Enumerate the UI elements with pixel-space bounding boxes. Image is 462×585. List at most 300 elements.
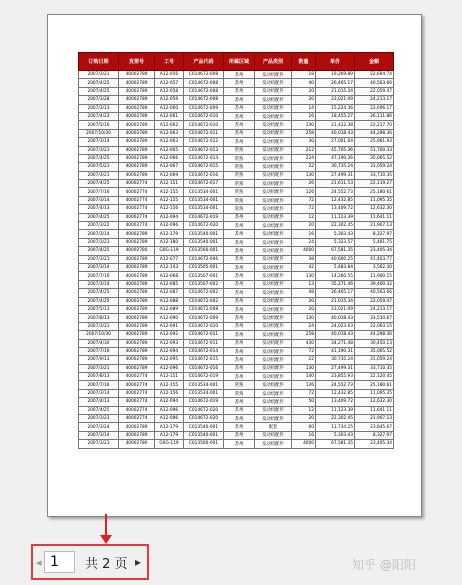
table-cell: C014672-009 [184,104,224,112]
next-page-button[interactable]: ▸ [135,555,142,569]
table-cell: 11,123.39 [316,213,355,221]
table-cell: 40002774 [119,213,155,221]
table-cell: 12,632.30 [355,398,394,406]
table-cell: 苏州 [224,297,255,305]
table-cell: 2007/10/30 [79,331,119,339]
table-cell: 14,260.55 [316,272,355,280]
table-cell: 26 [292,180,316,188]
table-cell: A12-095 [155,356,184,364]
table-cell: 8,327.97 [355,230,394,238]
table-cell: C013540-001 [184,423,224,431]
table-cell: 2007/10/30 [79,129,119,137]
table-cell: 苏州 [224,263,255,271]
table-cell: 40002774 [119,205,155,213]
table-cell: 苏州 [224,431,255,439]
table-cell: 发动机配件 [255,79,292,87]
table-cell: 发动机配件 [255,356,292,364]
table-cell: 发动机配件 [255,406,292,414]
table-cell: C014672-020 [184,222,224,230]
table-cell: C013534-001 [184,389,224,397]
table-row [79,255,394,263]
table-cell: 发动机配件 [255,112,292,120]
table-body [79,71,394,449]
table-cell: A12-094 [155,347,184,355]
table-cell: 2007/4/23 [79,112,119,120]
table-cell: 苏州 [224,423,255,431]
table-cell: 21,611.53 [316,180,355,188]
table-cell: 苏州 [224,71,255,79]
table-cell: C014672-014 [184,154,224,162]
table-cell: C014672-015 [184,163,224,171]
table-cell: 2007/7/16 [79,188,119,196]
table-cell: 4000 [292,440,316,448]
table-cell: 11,095.35 [355,389,394,397]
table-cell: 发动机配件 [255,389,292,397]
table-cell: 2007/4/13 [79,205,119,213]
table-cell: 20 [292,96,316,104]
table-cell: A12-066 [155,154,184,162]
table-row [79,381,394,389]
table-cell: 24,552.73 [316,188,355,196]
table-row [79,314,394,322]
table-cell: 22,059.47 [355,87,394,95]
table-cell: 40002789 [119,364,155,372]
table-cell: 2007/3/14 [79,263,119,271]
table-row [79,71,394,79]
table-cell: 16 [292,112,316,120]
table-cell: 40002789 [119,356,155,364]
table-cell: 27,499.31 [316,171,355,179]
table-row [79,171,394,179]
table-cell: A12-062 [155,121,184,129]
table-cell: C014672-008 [184,305,224,313]
table-cell: 22,059.47 [355,297,394,305]
table-cell: 40002789 [119,431,155,439]
table-cell: 72 [292,389,316,397]
table-cell: 5,323.57 [316,238,355,246]
table-cell: 20 [292,305,316,313]
table-cell: 常熟 [224,389,255,397]
table-cell: 发动机配件 [255,121,292,129]
table-cell: 苏州 [224,322,255,330]
table-cell: A12-057 [155,79,184,87]
table-cell: G0G-119 [155,247,184,255]
table-cell: 40,018.43 [316,331,355,339]
table-cell: 67,581.35 [316,247,355,255]
table-cell: 40002774 [119,196,155,204]
table-cell: 26,465.17 [316,79,355,87]
table-cell: 2007/4/13 [79,398,119,406]
table-row [79,96,394,104]
column-header: 订购日期 [79,53,119,71]
table-cell: 发动机配件 [255,305,292,313]
table-cell: 40002789 [119,96,155,104]
table-cell: 3,562.30 [355,263,394,271]
page-number-input[interactable] [44,551,75,573]
table-cell: C014672-013 [184,146,224,154]
table-cell: 40002789 [119,314,155,322]
table-cell: 130 [292,364,316,372]
table-row [79,305,394,313]
table-cell: 2007/4/25 [79,289,119,297]
table-cell: A12-056 [155,71,184,79]
table-cell: 苏州 [224,96,255,104]
table-cell: 发动机配件 [255,289,292,297]
table-cell: C014672-014 [184,347,224,355]
table-cell: 发动机配件 [255,222,292,230]
table-cell: 23,405.34 [355,440,394,448]
table-cell: 5,303.43 [316,230,355,238]
table-cell: A12-096 [155,406,184,414]
table-cell: 发动机配件 [255,339,292,347]
table-row [79,331,394,339]
table-cell: G0G-119 [155,440,184,448]
table-cell: 苏州 [224,289,255,297]
table-cell: 发动机配件 [255,247,292,255]
table-cell: 40002789 [119,255,155,263]
table-cell: 2007/3/14 [79,138,119,146]
previous-page-button[interactable]: ◂ [36,556,42,569]
table-cell: 42 [292,263,316,271]
table-cell: 2007/3/22 [79,222,119,230]
table-row [79,163,394,171]
table-cell: 2007/4/25 [79,406,119,414]
table-cell: 40002789 [119,272,155,280]
table-cell: 40002789 [119,280,155,288]
table-cell: A12-068 [155,272,184,280]
table-row [79,247,394,255]
table-row [79,389,394,397]
table-cell: 40002789 [119,79,155,87]
table-cell: 18,455.27 [316,112,355,120]
table-cell: 8,327.97 [355,431,394,439]
table-cell: 苏州 [224,104,255,112]
table-cell: 40002789 [119,289,155,297]
table-cell: C014672-008 [184,87,224,95]
table-row [79,196,394,204]
table-cell: 2007/7/16 [79,347,119,355]
table-cell: 苏州 [224,129,255,137]
table-cell: 2007/3/24 [79,423,119,431]
table-row [79,272,394,280]
print-preview-page [47,14,422,517]
table-row [79,297,394,305]
table-cell: 21,907.13 [355,415,394,423]
table-cell: C013534-001 [184,381,224,389]
table-cell: A12-179 [155,423,184,431]
table-cell: C014672-008 [184,79,224,87]
total-pages-label: 共 2 页 [85,557,128,572]
table-cell: 2007/3/14 [79,389,119,397]
table-cell: C014672-012 [184,138,224,146]
table-row [79,79,394,87]
table-cell: 24,213.17 [355,305,394,313]
table-cell: 40 [292,79,316,87]
table-cell: 23,405.34 [355,247,394,255]
table-cell: 22,120.45 [355,373,394,381]
table-cell: 27,499.31 [316,364,355,372]
table-cell: 苏州 [224,373,255,381]
table-cell: 2007/3/21 [79,146,119,154]
table-cell: 2007/4/25 [79,154,119,162]
table-cell: 25,180.61 [355,188,394,196]
table-cell: 212 [292,146,316,154]
table-cell: 11,900.15 [355,272,394,280]
table-cell: 30,735.24 [316,356,355,364]
table-cell: 40002774 [119,398,155,406]
table-cell: 39,460.32 [355,280,394,288]
table-cell: 22 [292,163,316,171]
table-row [79,289,394,297]
table-cell: 常熟 [224,381,255,389]
table-cell: 发动机配件 [255,146,292,154]
table-cell: 34,271.48 [316,339,355,347]
table-cell: 40002774 [119,373,155,381]
table-cell: 26,111.86 [355,112,394,120]
table-cell: 发动机配件 [255,87,292,95]
table-cell: 苏州 [224,238,255,246]
table-cell: 2007/4/25 [79,247,119,255]
table-cell: 苏州 [224,247,255,255]
table-cell: 12,432.85 [316,389,355,397]
table-cell: C014672-010 [184,322,224,330]
table-cell: 40002789 [119,154,155,162]
table-cell: 67,581.35 [316,440,355,448]
table-cell: 258 [292,331,316,339]
table-cell: 发动机配件 [255,314,292,322]
table-cell: 苏州 [224,222,255,230]
table-cell: 发动机配件 [255,138,292,146]
table-cell: 130 [292,121,316,129]
table-cell: 40002789 [119,305,155,313]
table-cell: A12-179 [155,230,184,238]
table-cell: 11,095.35 [355,196,394,204]
table-cell: 16 [292,431,316,439]
table-cell: 2007/9/13 [79,356,119,364]
table-cell: A12-069 [155,171,184,179]
table-cell: 40,018.43 [316,129,355,137]
table-cell: 26,465.17 [316,289,355,297]
annotation-arrow-head [100,535,112,544]
table-cell: 2007/3/21 [79,71,119,79]
table-cell: 常熟 [224,146,255,154]
table-cell: 40002774 [119,222,155,230]
table-row [79,230,394,238]
table-cell: C014672-002 [184,289,224,297]
table-cell: 常熟 [224,163,255,171]
table-cell: 发动机配件 [255,381,292,389]
table-cell: A12-151 [155,180,184,188]
table-row [79,423,394,431]
table-cell: 发动机配件 [255,255,292,263]
table-cell: 2007/3/21 [79,440,119,448]
table-cell: 5,483.84 [316,263,355,271]
table-cell: 130 [292,171,316,179]
table-cell: 47,190.36 [316,154,355,162]
table-cell: 24 [292,322,316,330]
table-cell: 苏州 [224,230,255,238]
table-cell: 40002780 [119,247,155,255]
table-row [79,138,394,146]
table-cell: C014672-002 [184,297,224,305]
table-cell: 40002774 [119,180,155,188]
table-row [79,356,394,364]
table-cell: A12-093 [155,339,184,347]
table-cell: A12-096 [155,415,184,423]
table-cell: 23,021.09 [316,96,355,104]
table-cell: C014672-010 [184,112,224,120]
table-cell: 苏州 [224,213,255,221]
table-cell: 发动机配件 [255,364,292,372]
table-row [79,146,394,154]
table-cell: A12-155 [155,381,184,389]
table-cell: C014672-015 [184,356,224,364]
table-row [79,415,394,423]
table-cell: 12 [292,406,316,414]
table-cell: 2007/4/25 [79,213,119,221]
table-cell: 23,021.09 [316,305,355,313]
table-cell: C014672-017 [184,180,224,188]
table-cell: 苏州 [224,87,255,95]
table-cell: A12-179 [155,431,184,439]
table-cell: 126 [292,381,316,389]
table-cell: A12-143 [155,263,184,271]
table-cell: 30,735.24 [316,163,355,171]
table-cell: 发动机配件 [255,180,292,188]
table-cell: A12-180 [155,238,184,246]
table-row [79,347,394,355]
table-cell: 12 [292,213,316,221]
table-cell: A12-065 [155,146,184,154]
table-cell: 40002789 [119,87,155,95]
table-cell: 发动机配件 [255,213,292,221]
table-cell: 苏州 [224,415,255,423]
table-cell: A12-155 [155,188,184,196]
table-cell: 24,023.63 [316,322,355,330]
table-cell: 224 [292,154,316,162]
table-cell: 30,450.13 [355,339,394,347]
table-row [79,112,394,120]
table-cell: 发动机配件 [255,163,292,171]
table-cell: 40002789 [119,121,155,129]
table-cell: 发动机配件 [255,272,292,280]
table-cell: 40002789 [119,238,155,246]
table-cell: 35,065.52 [355,347,394,355]
table-cell: C013507-002 [184,280,224,288]
table-cell: 40002789 [119,230,155,238]
table-cell: 27,001.64 [316,138,355,146]
table-cell: A12-092 [155,331,184,339]
table-cell: 发动机配件 [255,238,292,246]
table-cell: C014672-016 [184,171,224,179]
table-cell: 苏州 [224,138,255,146]
table-cell: A12-156 [155,205,184,213]
table-cell: 常熟 [224,180,255,188]
table-cell: 40002789 [119,297,155,305]
table-cell: 苏州 [224,272,255,280]
table-cell: 23,645.67 [355,423,394,431]
table-cell: C014672-019 [184,213,224,221]
table-cell: 60 [292,423,316,431]
table-cell: 苏州 [224,112,255,120]
table-cell: A12-060 [155,104,184,112]
table-cell: 2007/3/23 [79,415,119,423]
table-row [79,188,394,196]
table-cell: 20 [292,222,316,230]
table-cell: 38 [292,255,316,263]
column-header: 产品代码 [184,53,224,71]
page-navigator [31,544,149,580]
table-cell: 发动机配件 [255,322,292,330]
table-cell: 72 [292,347,316,355]
table-row [79,431,394,439]
table-cell: A12-059 [155,96,184,104]
table-cell: C013560-001 [184,440,224,448]
table-cell: C013534-001 [184,196,224,204]
table-cell: 苏州 [224,339,255,347]
table-cell: C014672-011 [184,129,224,137]
table-cell: 23,855.93 [316,373,355,381]
table-cell: 130 [292,314,316,322]
table-cell: C014672-006 [184,255,224,263]
table-cell: 33,710.35 [355,364,394,372]
table-cell: 苏州 [224,356,255,364]
table-cell: 2007/4/25 [79,79,119,87]
table-cell: C013534-001 [184,205,224,213]
table-cell: 14 [292,104,316,112]
table-cell: 2007/4/25 [79,180,119,188]
table-cell: 12,632.30 [355,205,394,213]
table-cell: C013540-001 [184,238,224,246]
table-cell: C014672-008 [184,96,224,104]
table-cell: A12-091 [155,322,184,330]
table-cell: 50 [292,398,316,406]
table-row [79,280,394,288]
table-cell: 2007/7/16 [79,272,119,280]
table-cell: 发动机配件 [255,415,292,423]
column-header: 发票号 [119,53,155,71]
table-cell: 配套 [255,423,292,431]
table-cell: 发动机配件 [255,440,292,448]
table-cell: 41,190.31 [316,347,355,355]
table-cell: 44,298.36 [355,129,394,137]
table-cell: A12-063 [155,138,184,146]
table-cell: 40002789 [119,423,155,431]
table-row [79,263,394,271]
table-cell: 2007/3/28 [79,96,119,104]
table-cell: C014672-020 [184,406,224,414]
table-cell: 30 [292,138,316,146]
table-row [79,121,394,129]
table-row [79,373,394,381]
table-cell: C014672-011 [184,331,224,339]
table-cell: C014672-016 [184,364,224,372]
table-cell: 2007/3/13 [79,104,119,112]
table-cell: A12-087 [155,289,184,297]
table-cell: 2007/3/14 [79,230,119,238]
table-cell: 40,563.66 [355,289,394,297]
table-cell: 发动机配件 [255,373,292,381]
table-cell: 40002789 [119,129,155,137]
table-cell: 11,734.25 [316,423,355,431]
table-row [79,322,394,330]
table-cell: 22,696.17 [355,104,394,112]
table-cell: 21,015.34 [316,297,355,305]
table-cell: 常熟 [224,154,255,162]
table-cell: 20 [292,87,316,95]
table-cell: 51,700.33 [355,146,394,154]
table-cell: 发动机配件 [255,196,292,204]
